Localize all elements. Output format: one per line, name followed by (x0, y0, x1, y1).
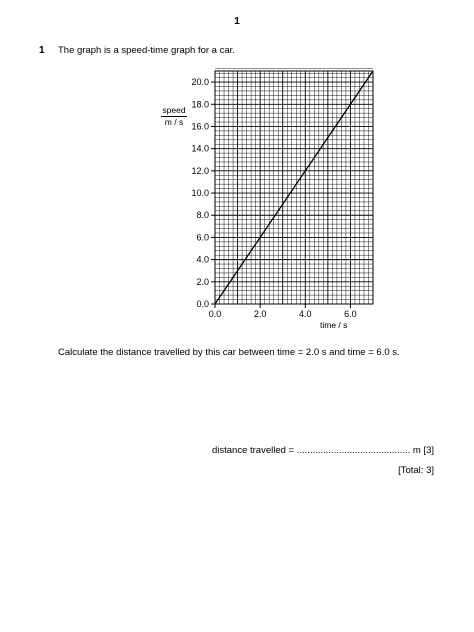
question-text: The graph is a speed-time graph for a car. (58, 45, 235, 56)
y-tick-label: 12.0 (191, 165, 209, 176)
y-tick-label: 8.0 (196, 210, 209, 221)
y-tick-label: 2.0 (196, 276, 209, 287)
y-tick-label: 6.0 (196, 232, 209, 243)
x-tick-label: 2.0 (253, 309, 267, 319)
y-tick-label: 20.0 (191, 77, 209, 88)
answer-line: distance travelled = ........................................... m [3] (211, 445, 434, 456)
x-axis-label: time / s (320, 320, 348, 330)
y-axis-label-quantity: speed (162, 105, 186, 115)
y-tick-label: 10.0 (191, 188, 209, 199)
x-tick-label: 0.0 (208, 309, 222, 319)
data-series (215, 71, 373, 304)
total-marks: [Total: 3] (398, 465, 434, 476)
y-tick-label: 14.0 (191, 143, 209, 154)
question-prompt: Calculate the distance travelled by this car between time = 2.0 s and time = 6.0 s. (58, 347, 400, 358)
x-tick-label: 4.0 (299, 309, 312, 319)
y-tick-label: 16.0 (191, 121, 209, 132)
x-tick-label: 6.0 (344, 309, 357, 319)
page-number: 1 (234, 16, 240, 27)
y-tick-label: 4.0 (196, 254, 209, 265)
speed-time-graph (190, 66, 380, 326)
y-tick-label: 0.0 (196, 299, 209, 309)
y-axis-label-unit: m / s (164, 117, 184, 127)
y-tick-label: 18.0 (191, 99, 209, 110)
question-number: 1 (39, 45, 45, 56)
data-line (215, 71, 373, 304)
